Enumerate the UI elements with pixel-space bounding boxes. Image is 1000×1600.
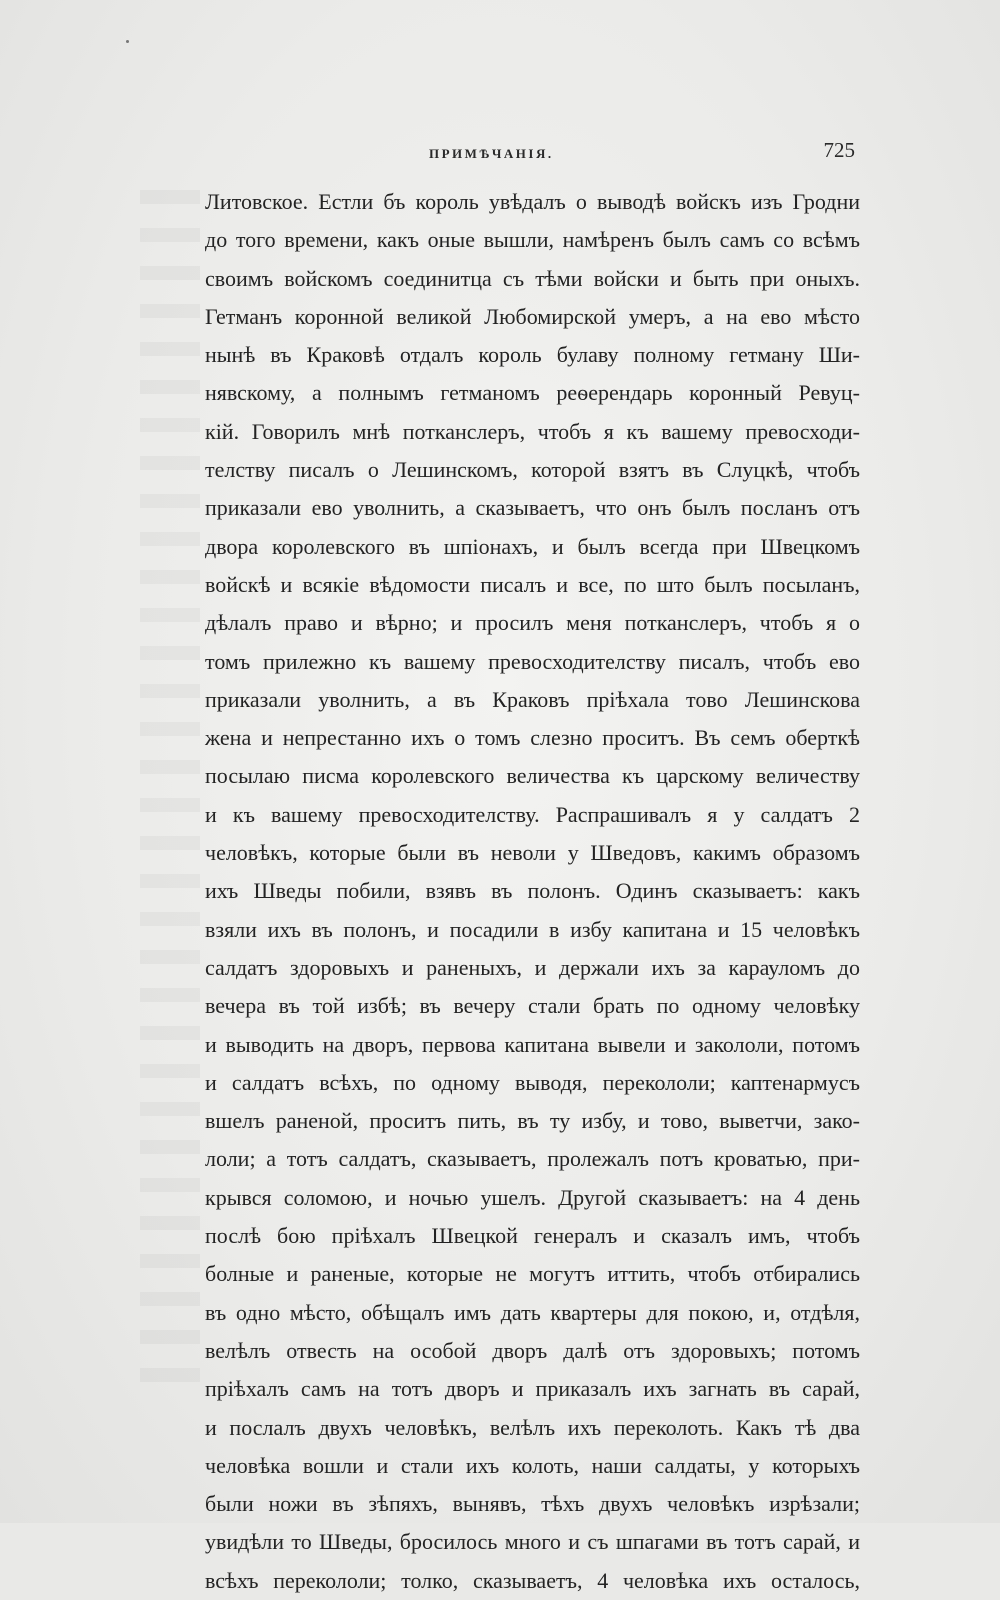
text-line: войскѣ и всякіе вѣдомости писалъ и все, по што былъ посыланъ,	[205, 571, 860, 597]
text-line: велѣлъ отвесть на особой дворъ далѣ отъ здоровыхъ; потомъ	[205, 1337, 860, 1363]
text-line: вшелъ раненой, проситъ пить, въ ту избу, и тово, выветчи, зако-	[205, 1108, 860, 1134]
text-line: нявскому, а полнымъ гетманомъ реѳерендарь коронный Ревуц-	[205, 380, 860, 406]
text-line: приказали ево уволнить, а сказываетъ, что онъ былъ посланъ отъ	[205, 495, 860, 521]
text-line: всѣхъ перекололи; толко, сказываетъ, 4 человѣка ихъ осталось,	[205, 1567, 860, 1593]
running-head: ПРИМѢЧАНІЯ.	[429, 146, 554, 161]
text-line: пріѣхалъ самъ на тотъ дворъ и приказалъ ихъ загнать въ сарай,	[205, 1376, 860, 1402]
text-line: Гетманъ коронной великой Любомирской умеръ, а на ево мѣсто	[205, 303, 860, 329]
text-line: дѣлалъ право и вѣрно; и просилъ меня потканслеръ, чтобъ я о	[205, 610, 860, 636]
page-number: 725	[823, 138, 855, 162]
text-line: нынѣ въ Краковѣ отдалъ король булаву полному гетману Ши-	[205, 342, 860, 368]
text-line: Литовское. Естли бъ король увѣдалъ о выводѣ войскъ изъ Гродни	[205, 189, 860, 214]
text-line: болные и раненые, которые не могутъ иттить, чтобъ отбирались	[205, 1261, 860, 1287]
text-line: салдатъ здоровыхъ и раненыхъ, и держали ихъ за карауломъ до	[205, 954, 860, 980]
text-line: телству писалъ о Лешинскомъ, которой взятъ въ Слуцкѣ, чтобъ	[205, 457, 860, 483]
text-line: въ одно мѣсто, обѣщалъ имъ дать квартеры для покою, и, отдѣля,	[205, 1299, 860, 1325]
text-line: взяли ихъ въ полонъ, и посадили в избу капитана и 15 человѣкъ	[205, 916, 860, 942]
show-through-shadow	[140, 190, 200, 1390]
text-line: своимъ войскомъ соединитца съ тѣми войски и быть при оныхъ.	[205, 265, 860, 291]
text-line: вечера въ той избѣ; въ вечеру стали брать по одному человѣку	[205, 993, 860, 1019]
text-line: крывся соломою, и ночью ушелъ. Другой сказываетъ: на 4 день	[205, 1184, 860, 1210]
text-line: и къ вашему превосходителству. Распрашивалъ я у салдатъ 2	[205, 801, 860, 827]
text-line: были ножи въ зѣпяхъ, вынявъ, тѣхъ двухъ человѣкъ изрѣзали;	[205, 1491, 860, 1517]
text-line: лоли; а тотъ салдатъ, сказываетъ, пролежалъ потъ кроватью, при-	[205, 1146, 860, 1172]
text-line: ихъ Шведы побили, взявъ въ полонъ. Одинъ сказываетъ: какъ	[205, 878, 860, 904]
text-line: послѣ бою пріѣхалъ Швецкой генералъ и сказалъ имъ, чтобъ	[205, 1223, 860, 1249]
paper-speck	[126, 40, 129, 43]
text-line: до того времени, какъ оные вышли, намѣренъ былъ самъ со всѣмъ	[205, 227, 860, 253]
text-line: человѣка вошли и стали ихъ колоть, наши салдаты, у которыхъ	[205, 1452, 860, 1478]
text-line: кій. Говорилъ мнѣ потканслеръ, чтобъ я къ вашему превосходи-	[205, 418, 860, 444]
text-line: увидѣли то Шведы, бросилось много и съ шпагами въ тотъ сарай, и	[205, 1529, 860, 1555]
text-line: и выводить на дворъ, первова капитана вывели и закололи, потомъ	[205, 1031, 860, 1057]
text-line: человѣкъ, которые были въ неволи у Шведовъ, какимъ образомъ	[205, 840, 860, 866]
text-line: и послалъ двухъ человѣкъ, велѣлъ ихъ переколоть. Какъ тѣ два	[205, 1414, 860, 1440]
text-line: двора королевского въ шпіонахъ, и былъ всегда при Швецкомъ	[205, 533, 860, 559]
text-line: посылаю писма королевского величества къ царскому величеству	[205, 763, 860, 789]
page-header	[205, 138, 855, 168]
text-line: приказали уволнить, а въ Краковъ пріѣхала тово Лешинскова	[205, 686, 860, 712]
text-line: жена и непрестанно ихъ о томъ слезно проситъ. Въ семъ оберткѣ	[205, 725, 860, 751]
text-line: томъ прилежно къ вашему превосходителству писалъ, чтобъ ево	[205, 648, 860, 674]
body-text	[205, 183, 860, 1600]
text-line: и салдатъ всѣхъ, по одному выводя, перекололи; каптенармусъ	[205, 1069, 860, 1095]
